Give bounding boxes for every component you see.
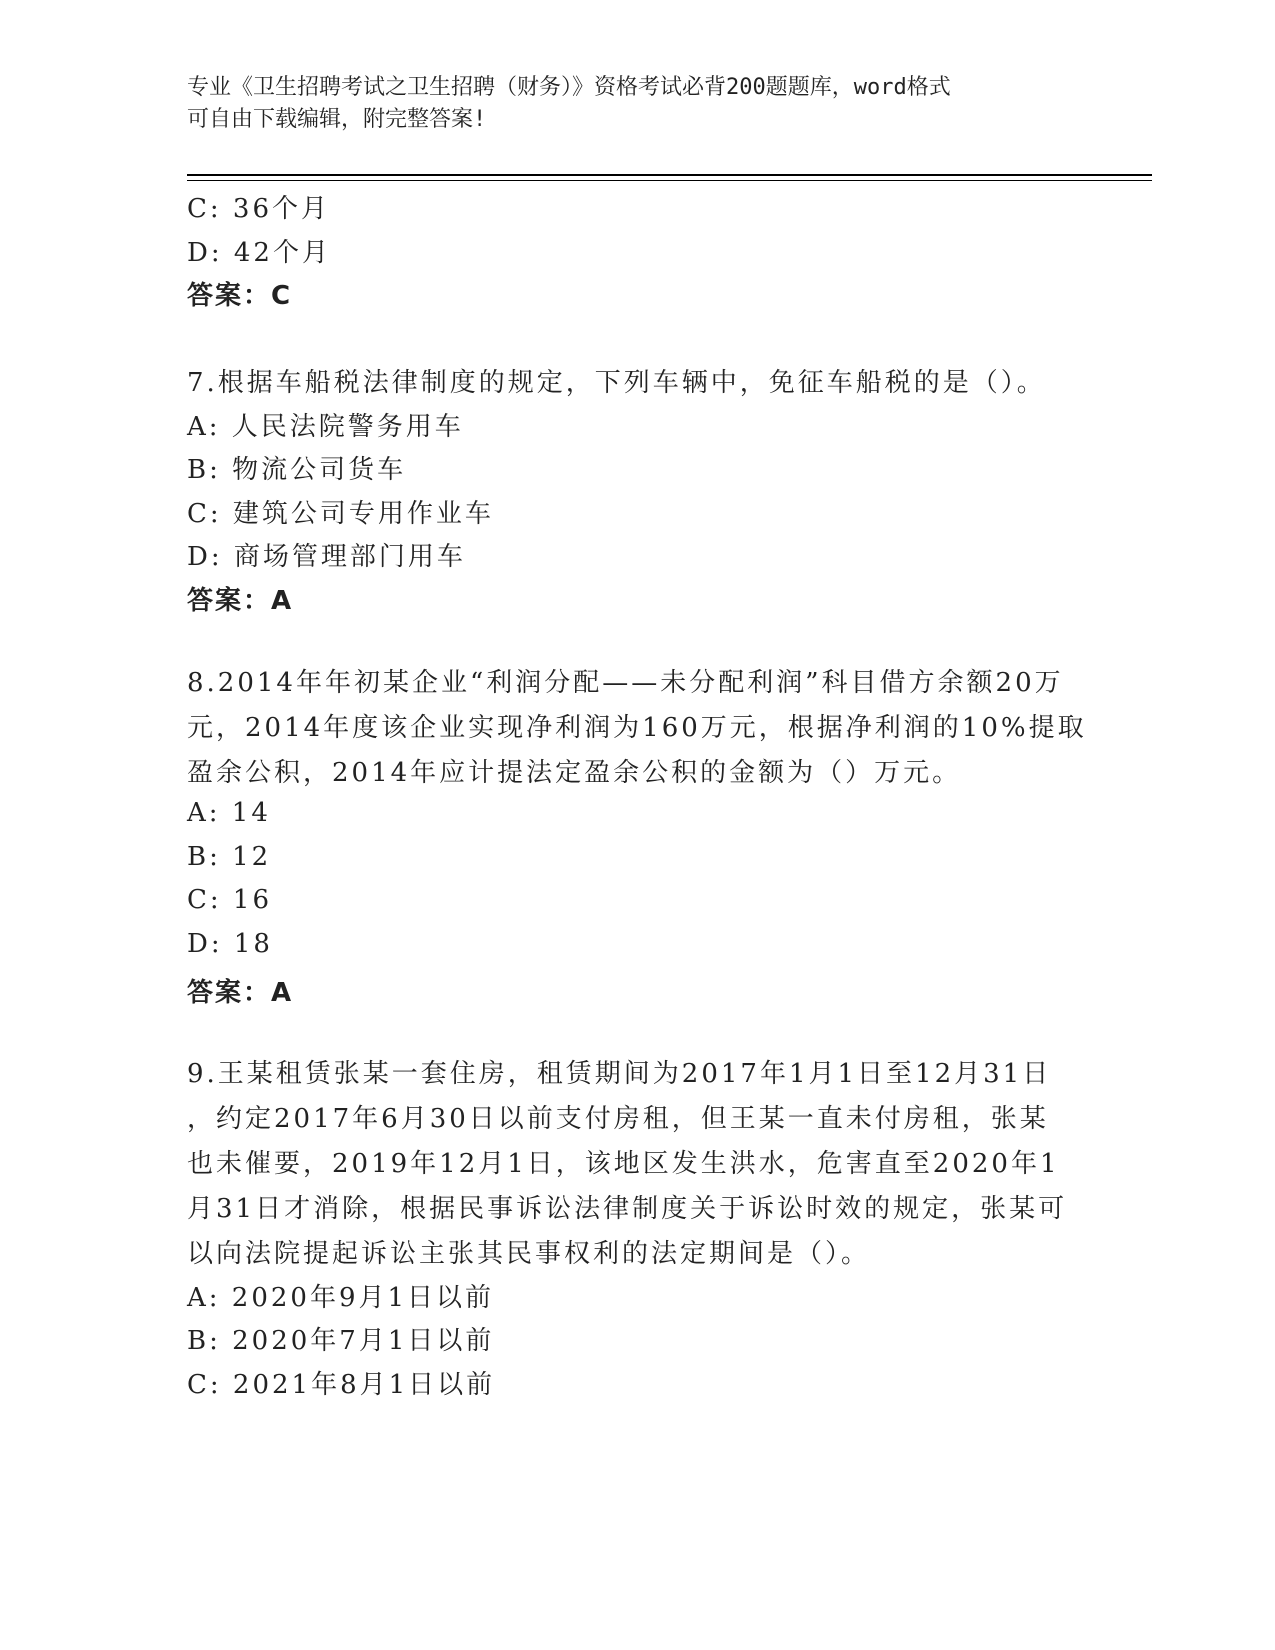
q9-question-line: 以向法院提起诉讼主张其民事权利的法定期间是（）。 — [187, 1239, 871, 1269]
q8-option-a: A: 14 — [187, 798, 271, 828]
q7-option-a: A: 人民法院警务用车 — [187, 412, 464, 442]
q8-answer: 答案：A — [187, 978, 294, 1008]
q9-option-c: C: 2021年8月1日以前 — [187, 1370, 496, 1400]
q8-option-b: B: 12 — [187, 842, 272, 872]
header-divider-thick — [187, 174, 1152, 176]
q6-option-d: D: 42个月 — [187, 238, 331, 268]
q8-option-d: D: 18 — [187, 929, 273, 959]
q7-option-c: C: 建筑公司专用作业车 — [187, 499, 494, 529]
document-header — [187, 72, 1087, 136]
q7-question: 7.根据车船税法律制度的规定，下列车辆中，免征车船税的是（）。 — [187, 368, 1046, 398]
q9-question-line: 9.王某租赁张某一套住房，租赁期间为2017年1月1日至12月31日 — [187, 1059, 1052, 1089]
q9-question-line: ，约定2017年6月30日以前支付房租，但王某一直未付房租，张某 — [187, 1104, 1049, 1134]
q9-question-line: 月31日才消除，根据民事诉讼法律制度关于诉讼时效的规定，张某可 — [187, 1194, 1068, 1224]
q8-option-c: C: 16 — [187, 885, 273, 915]
q8-question-line: 8.2014年年初某企业“利润分配——未分配利润”科目借方余额20万 — [187, 668, 1064, 698]
q8-question-line: 盈余公积，2014年应计提法定盈余公积的金额为（）万元。 — [187, 758, 962, 788]
header-divider-thin — [187, 180, 1152, 181]
header-line-2: 可自由下载编辑，附完整答案! — [187, 107, 487, 132]
q7-option-b: B: 物流公司货车 — [187, 455, 407, 485]
q9-option-b: B: 2020年7月1日以前 — [187, 1326, 495, 1356]
header-line-1: 专业《卫生招聘考试之卫生招聘（财务）》资格考试必背200题题库，word格式 — [187, 75, 951, 100]
q9-option-a: A: 2020年9月1日以前 — [187, 1283, 495, 1313]
q9-question — [187, 1052, 1087, 1277]
q8-question — [187, 661, 1087, 796]
q8-question-line: 元，2014年度该企业实现净利润为160万元，根据净利润的10%提取 — [187, 713, 1087, 743]
q6-option-c: C: 36个月 — [187, 194, 331, 224]
q6-answer: 答案：C — [187, 281, 293, 311]
q9-question-line: 也未催要，2019年12月1日，该地区发生洪水，危害直至2020年1 — [187, 1149, 1060, 1179]
q7-option-d: D: 商场管理部门用车 — [187, 542, 466, 572]
q7-answer: 答案：A — [187, 586, 294, 616]
